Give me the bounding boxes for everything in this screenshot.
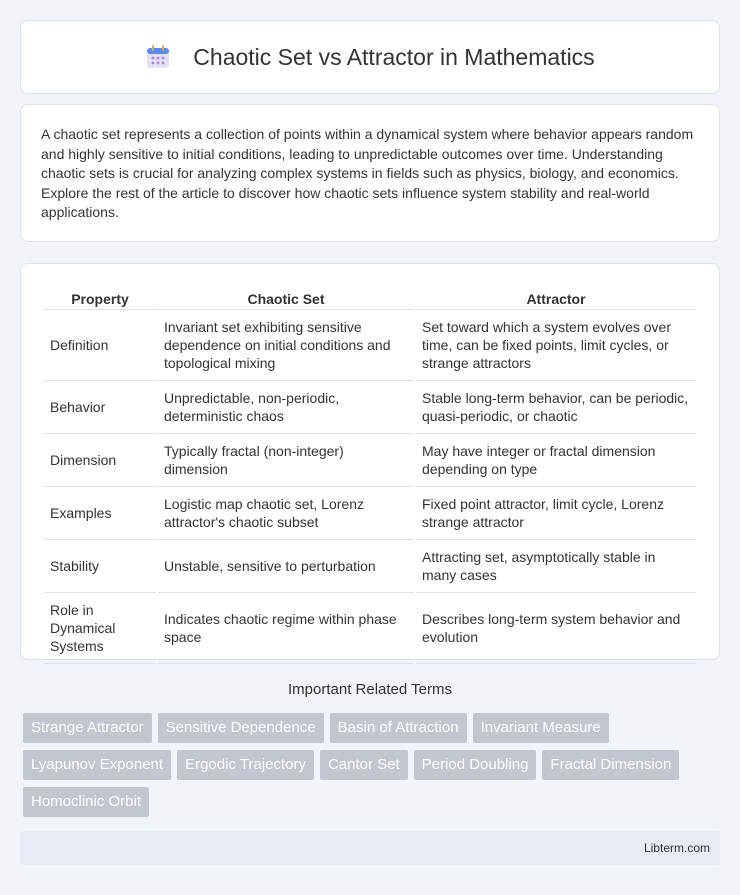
- row-attractor: Stable long-term behavior, can be periodic, quasi-periodic, or chaotic: [416, 381, 696, 434]
- table-row: [44, 487, 696, 540]
- term-tag[interactable]: Period Doubling: [414, 750, 537, 780]
- row-chaotic-set: Unpredictable, non-periodic, deterministic chaos: [158, 381, 414, 434]
- row-property: Dimension: [44, 434, 156, 487]
- term-tag[interactable]: Invariant Measure: [473, 713, 609, 743]
- table-row: [44, 540, 696, 593]
- related-terms-list: [23, 713, 723, 817]
- header-card: [20, 20, 720, 94]
- comparison-card: [20, 263, 720, 660]
- row-attractor: Describes long-term system behavior and evolution: [416, 593, 696, 664]
- table-row: [44, 310, 696, 381]
- term-tag[interactable]: Sensitive Dependence: [158, 713, 324, 743]
- table-row: [44, 593, 696, 664]
- footer: [20, 831, 720, 865]
- table-header-row: [44, 284, 696, 310]
- row-chaotic-set: Invariant set exhibiting sensitive dependence on initial conditions and topological mixing: [158, 310, 414, 381]
- term-tag[interactable]: Ergodic Trajectory: [177, 750, 314, 780]
- row-property: Definition: [44, 310, 156, 381]
- term-tag[interactable]: Fractal Dimension: [542, 750, 679, 780]
- row-property: Role in Dynamical Systems: [44, 593, 156, 664]
- intro-text: A chaotic set represents a collection of points within a dynamical system where behavior appears random and highly sensitive to initial conditions, leading to unpredictable outcomes over time. Understanding chaotic sets is crucial for analyzing complex systems in fields such as physics, biology, and economics. Explore the rest of the article to discover how chaotic sets influence system stability and real-world applications.: [41, 126, 694, 220]
- page-title: Chaotic Set vs Attractor in Mathematics: [193, 43, 595, 70]
- row-chaotic-set: Logistic map chaotic set, Lorenz attractor's chaotic subset: [158, 487, 414, 540]
- row-chaotic-set: Unstable, sensitive to perturbation: [158, 540, 414, 593]
- footer-brand-link[interactable]: Libterm.com: [643, 841, 710, 855]
- row-property: Stability: [44, 540, 156, 593]
- header-attractor: Attractor: [416, 284, 696, 310]
- row-chaotic-set: Indicates chaotic regime within phase space: [158, 593, 414, 664]
- row-attractor: Attracting set, asymptotically stable in many cases: [416, 540, 696, 593]
- term-tag[interactable]: Homoclinic Orbit: [23, 787, 149, 817]
- row-property: Behavior: [44, 381, 156, 434]
- header-chaotic-set: Chaotic Set: [158, 284, 414, 310]
- term-tag[interactable]: Strange Attractor: [23, 713, 152, 743]
- term-tag[interactable]: Lyapunov Exponent: [23, 750, 171, 780]
- table-row: [44, 381, 696, 434]
- row-attractor: May have integer or fractal dimension depending on type: [416, 434, 696, 487]
- row-property: Examples: [44, 487, 156, 540]
- table-row: [44, 434, 696, 487]
- term-tag[interactable]: Cantor Set: [320, 750, 408, 780]
- header-property: Property: [44, 284, 156, 310]
- related-terms-title: Important Related Terms: [288, 681, 452, 698]
- row-attractor: Fixed point attractor, limit cycle, Lorenz strange attractor: [416, 487, 696, 540]
- row-chaotic-set: Typically fractal (non-integer) dimension: [158, 434, 414, 487]
- comparison-table: [42, 284, 698, 664]
- intro-card: [20, 104, 720, 242]
- term-tag[interactable]: Basin of Attraction: [330, 713, 467, 743]
- row-attractor: Set toward which a system evolves over time, can be fixed points, limit cycles, or strange attractors: [416, 310, 696, 381]
- calendar-icon: [145, 44, 171, 70]
